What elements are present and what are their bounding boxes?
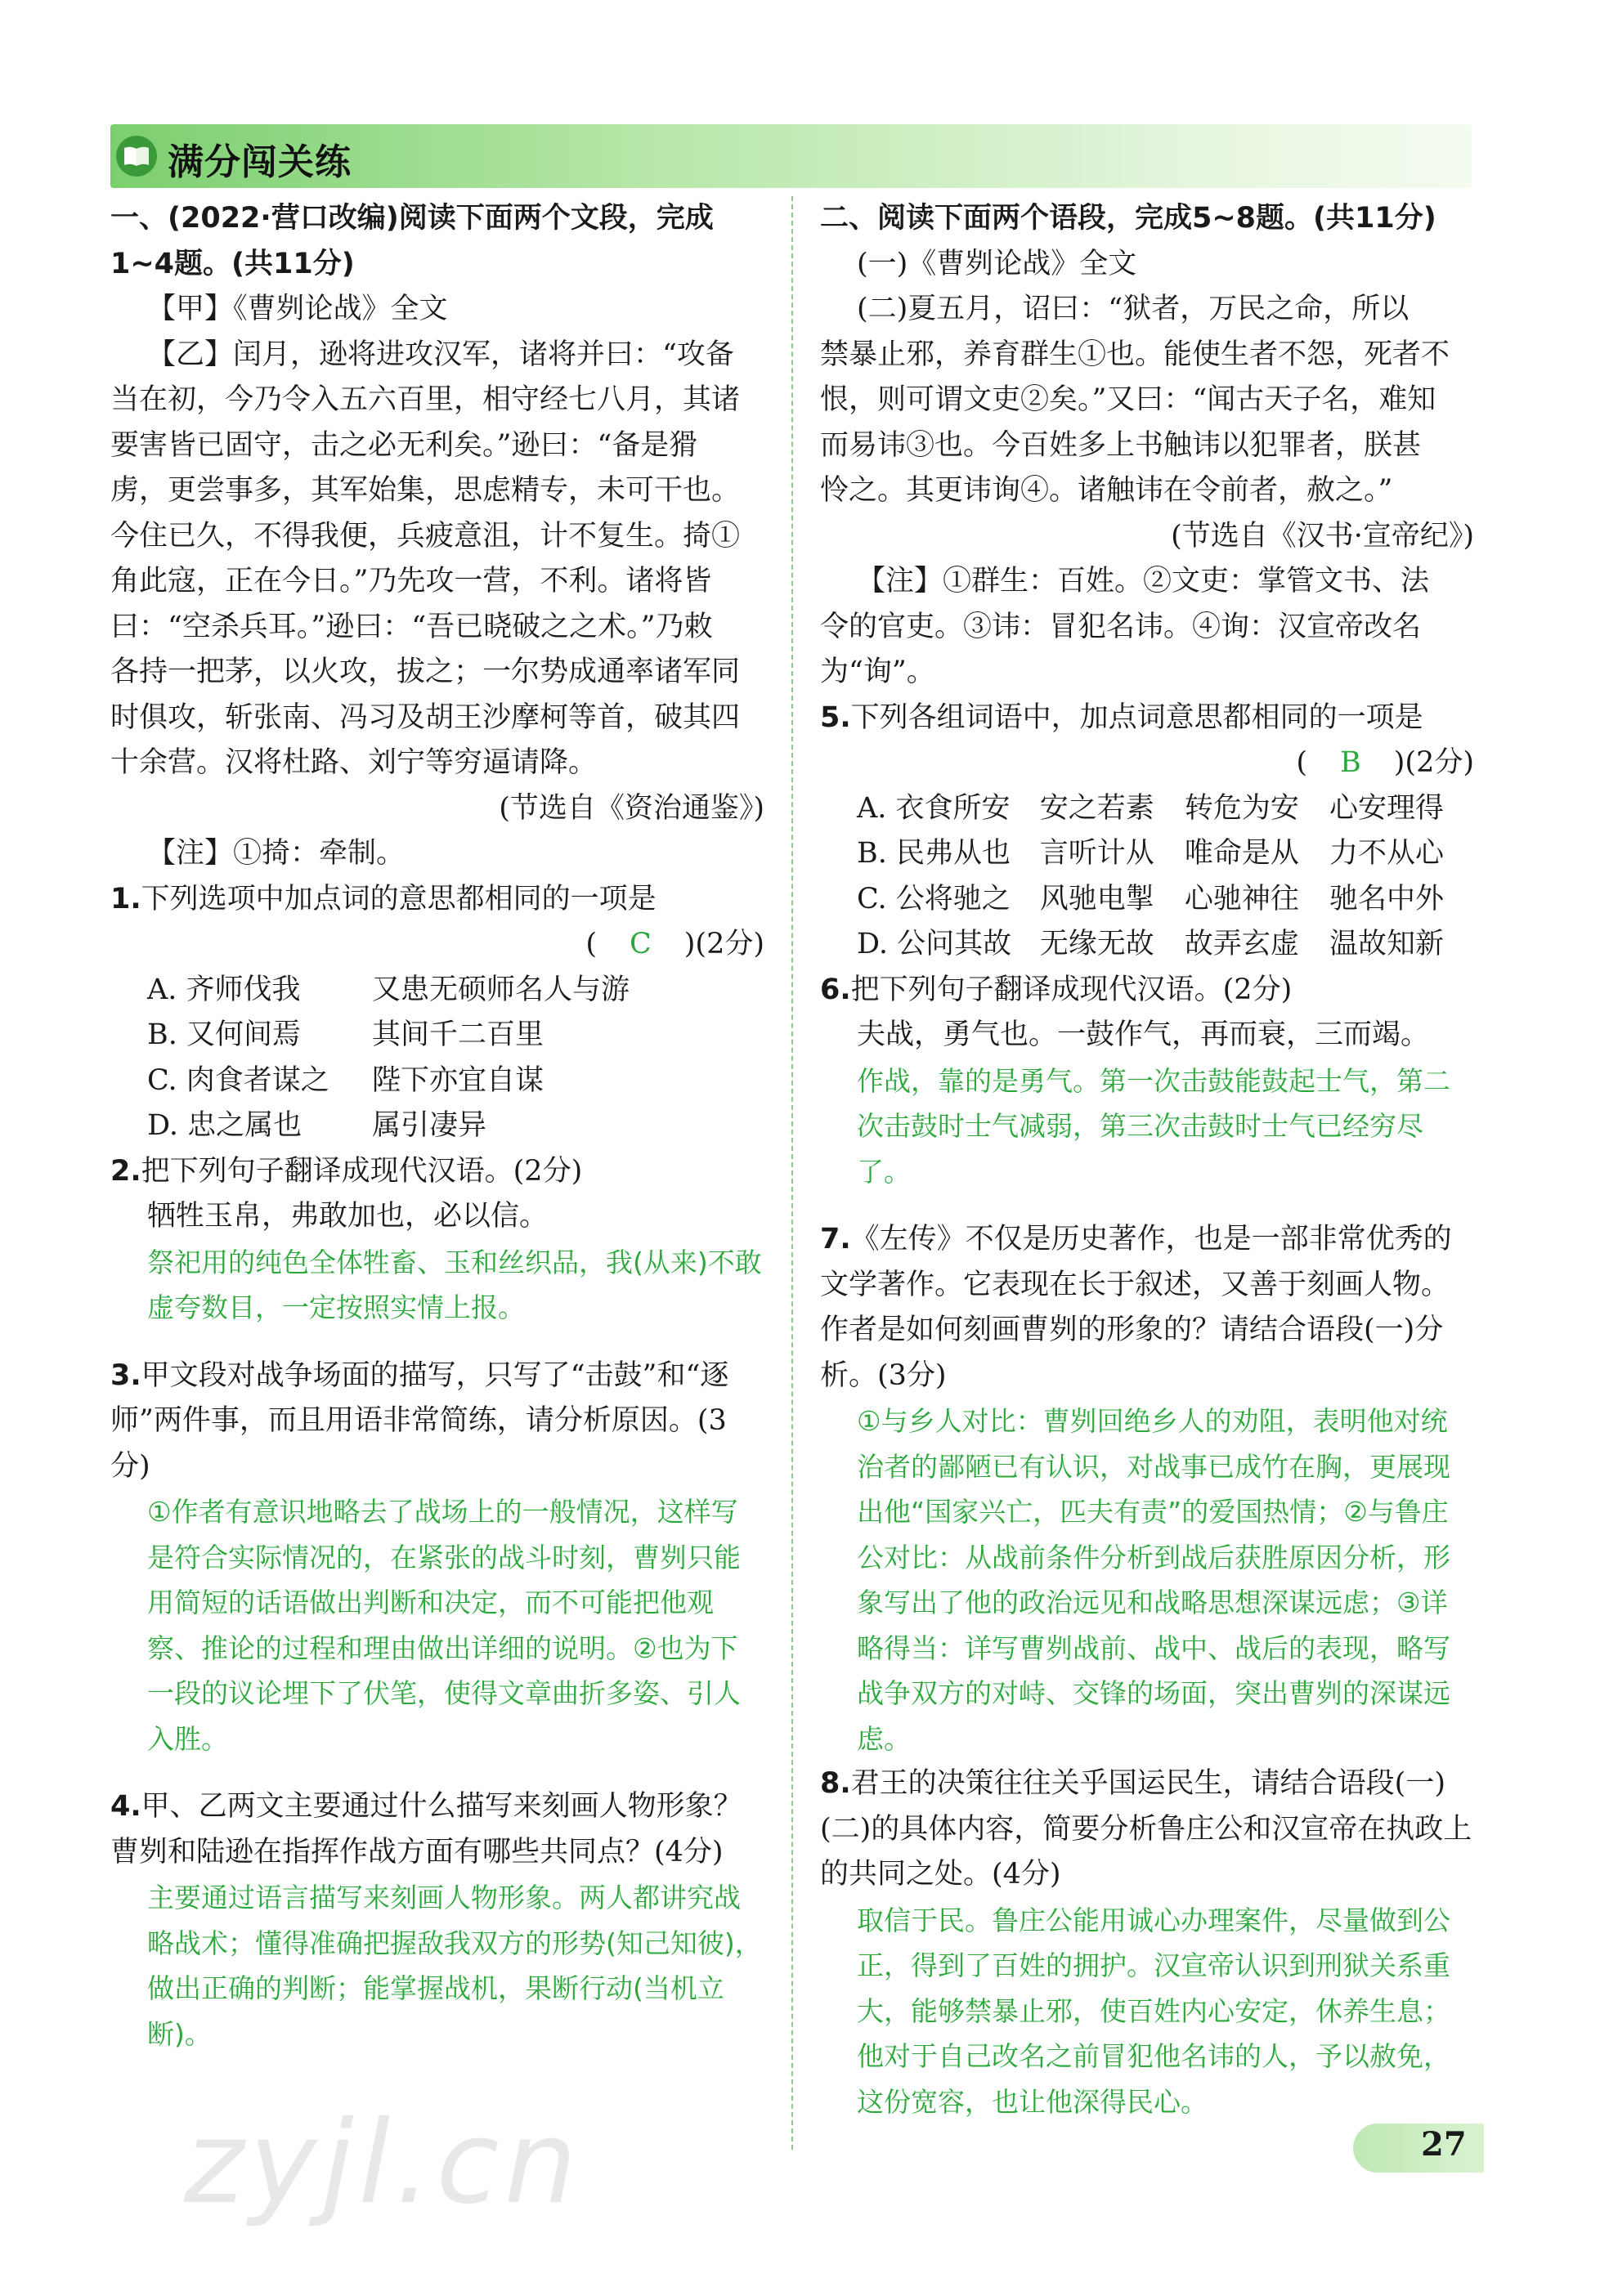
passage-line: 而易讳③也。今百姓多上书触讳以犯罪者，朕甚 [820, 428, 1422, 462]
option-b-4: 力不从心 [1329, 837, 1444, 870]
option-d-4: 温故知新 [1329, 928, 1444, 960]
answer-text: 取信于民。鲁庄公能用诚心办理案件，尽量做到公正，得到了百姓的拥护。汉宣帝认识到刑狱关系重大，能够禁暴止邪，使百姓内心安定，休养生息；他对于自己改名之前冒犯他名讳的人，予以赦免，这份宽容，也让他深得民心。 [857, 1904, 1450, 2118]
question-text: 把下列句子翻译成现代汉语。(2分) [850, 973, 1293, 1006]
question-number: 7. [820, 1223, 851, 1255]
option-d-1: D. 公问其故 [857, 928, 1012, 960]
option-b-2: 言听计从 [1039, 837, 1154, 870]
bracket-open: ( [585, 928, 597, 960]
option-c-1: C. 肉食者谋之 [147, 1063, 329, 1097]
option-row [110, 1103, 764, 1149]
question-6 [820, 968, 1474, 1014]
option-row [820, 831, 1474, 877]
passage-line: 各持一把茅，以火攻，拔之；一尔势成通率诸军同 [110, 656, 741, 688]
passage-jia: 【甲】《曹刿论战》全文 [147, 293, 448, 325]
option-b-1: B. 又何间焉 [147, 1018, 301, 1051]
question-number: 8. [820, 1767, 851, 1800]
passage-line: 恨，则可谓文吏②矣。”又曰：“闻古天子名，难知 [820, 383, 1436, 416]
option-row [820, 922, 1474, 968]
score-label: )(2分) [1393, 746, 1474, 779]
option-d-3: 故弄玄虚 [1184, 928, 1299, 960]
option-c-1: C. 公将驰之 [857, 882, 1011, 915]
passage-line: (二)夏五月，诏曰：“狱者，万民之命，所以 [857, 293, 1410, 325]
question-number: 4. [110, 1790, 141, 1823]
option-a-1: A. 衣食所安 [857, 791, 1011, 825]
score-label: )(2分) [683, 928, 764, 960]
section-title: 满分闯关练 [168, 141, 352, 183]
option-c-2: 风驰电掣 [1039, 882, 1154, 915]
question-number: 6. [820, 973, 851, 1006]
passage-source: (节选自《资治通鉴》) [499, 791, 764, 825]
option-c-3: 心驰神往 [1184, 882, 1299, 915]
book-icon [116, 136, 157, 177]
translate-sentence: 夫战，勇气也。一鼓作气，再而衰，三而竭。 [857, 1018, 1430, 1051]
question-2 [110, 1149, 764, 1195]
watermark: zyjl.cn [184, 2097, 582, 2230]
bracket-open: ( [1296, 746, 1308, 779]
option-d-2: 无缘无故 [1039, 928, 1154, 960]
option-a-1: A. 齐师伐我 [147, 973, 301, 1006]
option-d-1: D. 忠之属也 [147, 1109, 303, 1142]
answer-text: ①与乡人对比：曹刿回绝乡人的劝阻，表明他对统治者的鄙陋已有认识，对战事已成竹在胸，更展现出他“国家兴亡，匹夫有责”的爱国热情；②与鲁庄公对比：从战前条件分析到战后获胜原因分析，形象写出了他的政治远见和战略思想深谋远虑；③详略得当：详写曹刿战前、战中、战后的表现，略写战争双方的对峙、交锋的场面，突出曹刿的深谋远虑。 [857, 1405, 1450, 1755]
option-d-2: 属引凄异 [372, 1109, 487, 1142]
passage-line: 十余营。汉将杜路、刘宁等穷逼请降。 [110, 746, 598, 779]
answer-text: ①作者有意识地略去了战场上的一般情况，这样写是符合实际情况的，在紧张的战斗时刻，曹刿只能用简短的话语做出判断和决定，而不可能把他观察、推论的过程和理由做出详细的说明。②也为下一段的议论埋下了伏笔，使得文章曲折多姿、引人入胜。 [147, 1496, 741, 1755]
option-a-2: 又患无硕师名人与游 [372, 973, 630, 1006]
answer-text: 祭祀用的纯色全体牲畜、玉和丝织品，我(从来)不敢虚夸数目，一定按照实情上报。 [147, 1246, 762, 1323]
passage-line: 时俱攻，斩张南、冯习及胡王沙摩柯等首，破其四 [110, 700, 741, 734]
option-b-3: 唯命是从 [1184, 837, 1299, 870]
page-number: 27 [1421, 2125, 1467, 2164]
passage-line: 怜之。其更讳询④。诸触讳在令前者，赦之。” [820, 474, 1393, 507]
question-text: 甲文段对战争场面的描写，只写了“击鼓”和“逐师”两件事，而且用语非常简练，请分析原因。(3分) [110, 1358, 729, 1483]
option-a-4: 心安理得 [1329, 791, 1444, 825]
question-7 [820, 1217, 1474, 1399]
option-row [110, 1013, 764, 1058]
left-column [110, 196, 764, 2057]
column-divider [791, 196, 793, 2150]
question-8 [820, 1761, 1474, 1898]
right-column [820, 196, 1474, 2124]
passage-source: (节选自《汉书·宣帝纪》) [1171, 519, 1474, 553]
passage-line: 今住已久，不得我便，兵疲意沮，计不复生。掎① [110, 519, 741, 553]
option-row [820, 877, 1474, 923]
section-two-intro: 二、阅读下面两个语段，完成5~8题。(共11分) [820, 202, 1436, 235]
question-text: 下列选项中加点词的意思都相同的一项是 [141, 882, 657, 915]
option-b-1: B. 民弗从也 [857, 837, 1011, 870]
passage-line: 禁暴止邪，养育群生①也。能使生者不怨，死者不 [820, 338, 1450, 371]
passage-part1: (一)《曹刿论战》全文 [857, 247, 1137, 280]
passage-line: 角此寇，正在今日。”乃先攻一营，不利。诸将皆 [110, 565, 712, 597]
option-a-3: 转危为安 [1184, 791, 1299, 825]
question-number: 5. [820, 700, 851, 734]
passage-note: 【注】①掎：牵制。 [147, 837, 406, 870]
answer-choice: C [629, 928, 652, 960]
answer-bracket [820, 741, 1474, 786]
question-text: 君王的决策往往关乎国运民生，请结合语段(一)(二)的具体内容，简要分析鲁庄公和汉宣帝在执政上的共同之处。(4分) [820, 1767, 1472, 1891]
question-text: 《左传》不仅是历史著作，也是一部非常优秀的文学著作。它表现在长于叙述，又善于刻画人物。作者是如何刻画曹刿的形象的？请结合语段(一)分析。(3分) [820, 1223, 1452, 1392]
question-1 [110, 877, 764, 923]
option-b-2: 其间千二百里 [372, 1018, 545, 1051]
passage-part2 [820, 287, 1474, 514]
question-text: 甲、乙两文主要通过什么描写来刻画人物形象？曹刿和陆逊在指挥作战方面有哪些共同点？(4分) [110, 1790, 742, 1869]
answer-text: 主要通过语言描写来刻画人物形象。两人都讲究战略战术；懂得准确把握敌我双方的形势(知己知彼)，做出正确的判断；能掌握战机，果断行动(当机立断)。 [147, 1882, 762, 2050]
note-line: 令的官吏。③讳：冒犯名讳。④询：汉宣帝改名 [820, 610, 1422, 643]
option-row [110, 1058, 764, 1104]
option-c-4: 驰名中外 [1329, 882, 1444, 915]
question-number: 2. [110, 1154, 141, 1188]
passage-line: 当在初，今乃令入五六百里，相守经七八月，其诸 [110, 383, 741, 416]
note-line: 为“询”。 [820, 656, 935, 688]
option-a-2: 安之若素 [1039, 791, 1154, 825]
question-5 [820, 696, 1474, 741]
passage-line: 要害皆已固守，击之必无利矣。”逊曰：“备是猾 [110, 428, 698, 462]
question-3 [110, 1354, 764, 1490]
passage-yi [110, 333, 764, 786]
question-number: 1. [110, 882, 141, 915]
note-line: 【注】①群生：百姓。②文吏：掌管文书、法 [857, 565, 1430, 597]
question-4 [110, 1784, 764, 1875]
answer-bracket [110, 922, 764, 968]
answer-choice: B [1340, 746, 1361, 779]
option-row [820, 786, 1474, 832]
passage-line: 曰：“空杀兵耳。”逊曰：“吾已晓破之之术。”乃敕 [110, 610, 713, 643]
question-number: 3. [110, 1358, 141, 1392]
passage-line: 【乙】闰月，逊将进攻汉军，诸将并曰：“攻备 [147, 338, 734, 371]
passage-line: 虏，更尝事多，其军始集，思虑精专，未可干也。 [110, 474, 741, 507]
section-one-intro: 一、(2022·营口改编)阅读下面两个文段，完成1~4题。(共11分) [110, 202, 714, 280]
question-text: 把下列句子翻译成现代汉语。(2分) [141, 1154, 583, 1188]
option-c-2: 陛下亦宜自谋 [372, 1063, 545, 1097]
translate-sentence: 牺牲玉帛，弗敢加也，必以信。 [147, 1200, 549, 1233]
answer-text: 作战，靠的是勇气。第一次击鼓能鼓起士气，第二次击鼓时士气减弱，第三次击鼓时士气已经穷尽了。 [857, 1064, 1450, 1188]
option-row [110, 968, 764, 1014]
question-text: 下列各组词语中，加点词意思都相同的一项是 [850, 700, 1423, 734]
